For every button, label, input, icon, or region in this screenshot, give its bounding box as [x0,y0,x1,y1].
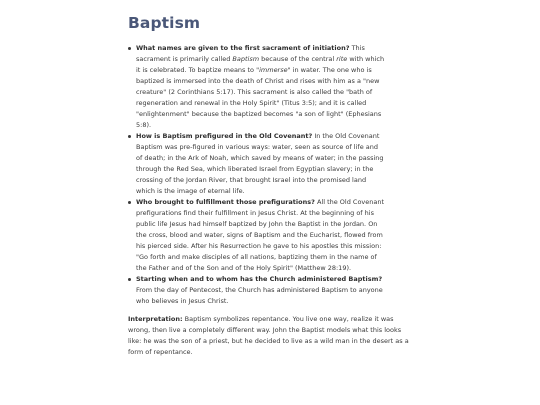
question-text: Starting when and to whom has the Church administered Baptism? [136,275,383,283]
question-text: Who brought to fulfillment those prefigurations? [136,198,315,206]
interpretation-label: Interpretation: [128,315,183,323]
list-item [128,131,386,197]
question-text: What names are given to the first sacrament of initiation? [136,44,350,52]
answer-text [136,198,384,272]
answer-emphasis: Baptism [232,55,260,63]
answer-emphasis: rite [336,55,348,63]
page-title: Baptism [128,14,201,32]
list-item [128,43,386,131]
answer-run: From the day of Pentecost, the Church has administered Baptism to anyone who believes in Jesus Christ. [136,286,383,305]
answer-text [136,132,384,195]
list-item [128,274,386,307]
interpretation-text: Baptism symbolizes repentance. You live one way, realize it was wrong, then live a completely different way. John the Baptist models what this looks like: he was the son of a priest, but he decided to live as a wild man in the desert as a form of repentance. [128,315,409,356]
answer-run: All the Old Covenant prefigurations find their fulfillment in Jesus Christ. At the beginning of his public life Jesus had himself baptized by John the Baptist in the Jordan. On the cross, blood and water, signs of Baptism and the Eucharist, flowed from his pierced side. After his Resurrection he gave to his apostles this mission: "Go forth and make disciples of all nations, baptizing them in the name of the Father and of the Son and of the Holy Spirit" (Matthew 28:19). [136,198,385,272]
answer-text [136,286,383,305]
qa-list [128,43,386,307]
question-text: How is Baptism prefigured in the Old Covenant? [136,132,313,140]
answer-text [136,44,384,129]
answer-emphasis: immerse [259,66,288,74]
list-item [128,197,386,274]
answer-run: In the Old Covenant Baptism was pre-figured in various ways: water, seen as source of life and of death; in the Ark of Noah, which saved by means of water; in the passing through the Red Sea, which liberated Israel from Egyptian slavery; in the crossing of the Jordan River, that brought Israel into the promised land which is the image of eternal life. [136,132,384,195]
answer-run: This sacrament is primarily called [136,44,365,63]
answer-run: with which it is celebrated. To baptize means to " [136,55,385,74]
interpretation-paragraph [128,314,410,358]
answer-run: " in water. The one who is baptized is immersed into the death of Christ and rises with him as a "new creature" (2 Corinthians 5:17). This sacrament is also called the "bath of regeneration and renewal in the Holy Spirit" (Titus 3:5); and it is called "enlightenment" because the baptized becomes "a son of light" (Ephesians 5:8). [136,66,382,129]
answer-run: because of the central [259,55,337,63]
